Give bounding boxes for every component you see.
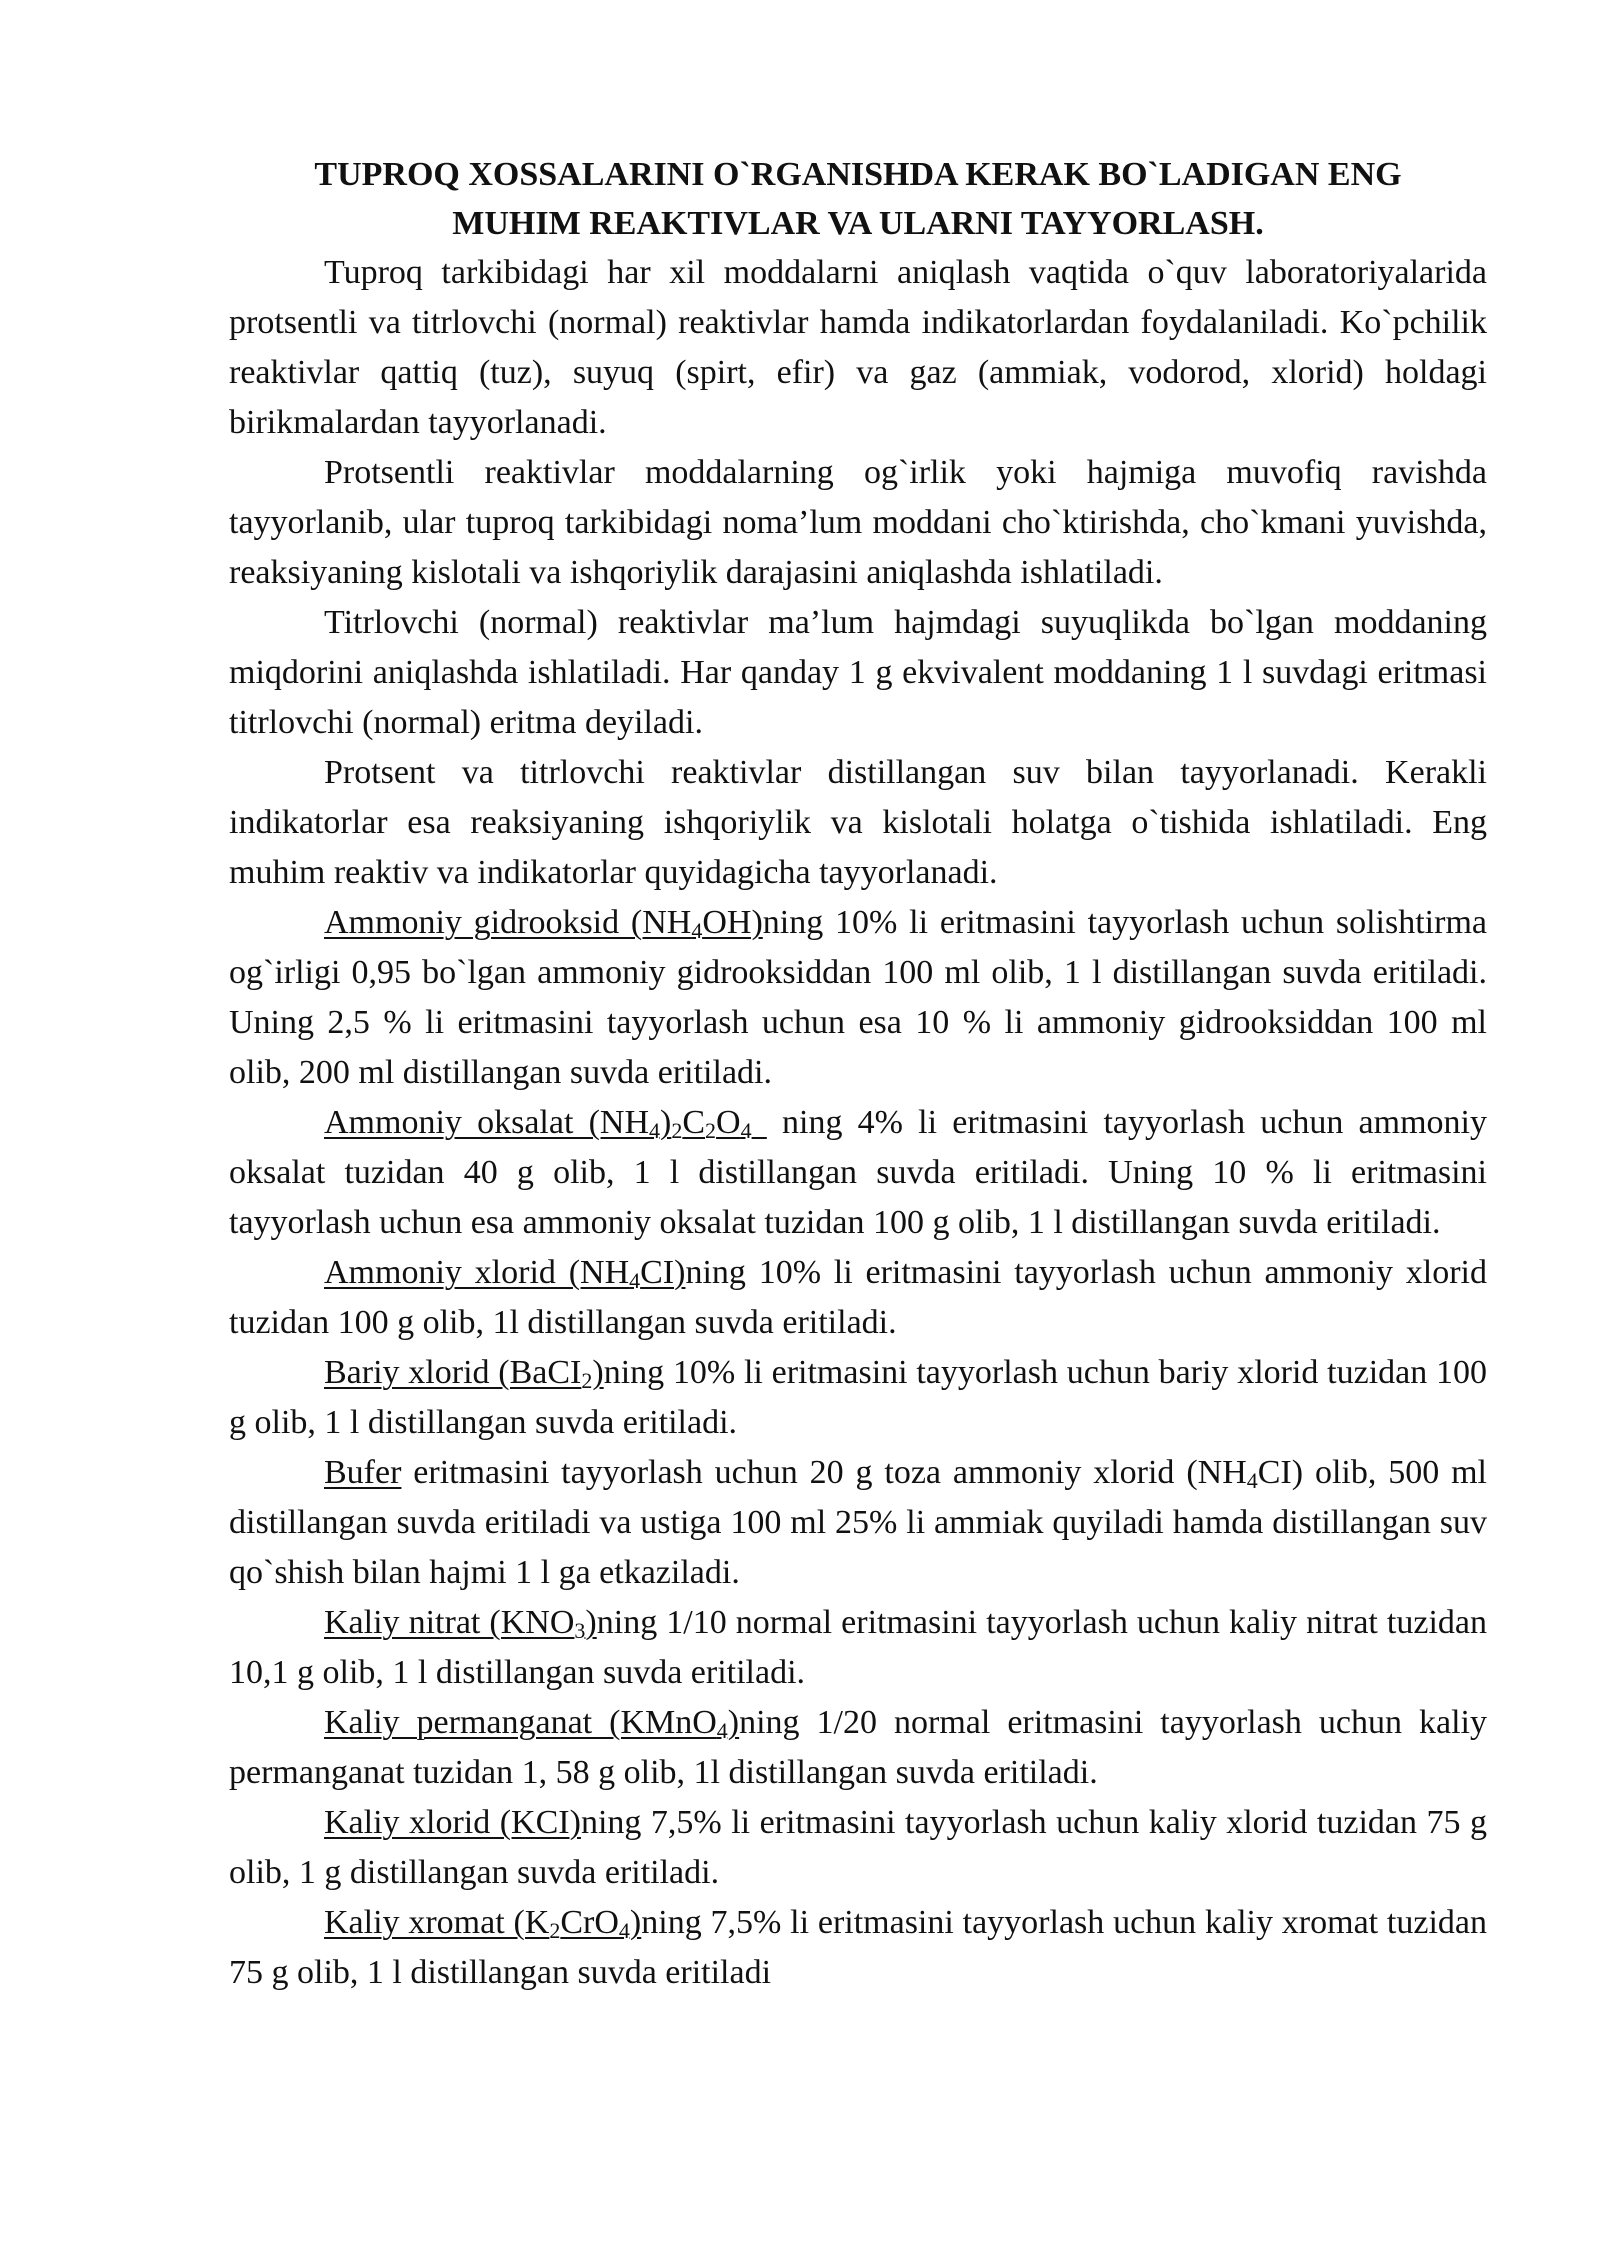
reagent-text: ning 10% li eritmasini tayyorlash uchun bariy xlorid tuzidan 100 g olib, 1 l distillangan suvda eritiladi. [229, 1354, 1487, 1441]
intro-paragraph-2: Protsentli reaktivlar moddalarning og`irlik yoki hajmiga muvofiq ravishda tayyorlanib, ular tuproq tarkibidagi noma’lum moddani cho`ktirishda, cho`kmani yuvishda, reaksiyaning kislotali va ishqoriylik darajasini aniqlashda ishlatiladi. [229, 454, 1487, 591]
document-title: TUPROQ XOSSALARINI O`RGANISHDA KERAK BO`LADIGAN ENG MUHIM REAKTIVLAR VA ULARNI TAYYORLASH. [314, 156, 1402, 242]
reagent-text: ning 1/20 normal eritmasini tayyorlash uchun kaliy permanganat tuzidan 1, 58 g olib, 1l distillangan suvda eritiladi. [229, 1704, 1487, 1791]
reagent-kaliy-xlorid [229, 1798, 1487, 1898]
reagent-kaliy-permanganat [229, 1698, 1487, 1798]
reagent-text: eritmasini tayyorlash uchun 20 g toza ammoniy xlorid $(NH_4CI)$ olib, 500 ml distillangan suvda eritiladi va ustiga 100 ml 25% li ammiak quyiladi hamda distillangan suv qo`shish bilan hajmi 1 l ga etkaziladi. [229, 1454, 1488, 1591]
reagent-text: ning 10% li eritmasini tayyorlash uchun solishtirma og`irligi 0,95 bo`lgan ammoniy gidrooksiddan 100 ml olib, 1 l distillangan suvda eritiladi. Uning 2,5 % li eritmasini tayyorlash uchun esa 10 % li ammoniy gidrooksiddan 100 ml olib, 200 ml distillangan suvda eritiladi. [229, 904, 1487, 1091]
reagent-ammoniy-gidrooksid [229, 898, 1487, 1098]
reagent-ammoniy-oksalat [229, 1098, 1487, 1248]
reagent-name: Ammoniy xlorid $(NH_4CI)$ [324, 1254, 686, 1293]
reagent-name: Bariy xlorid (BaCI$_2$) [324, 1354, 604, 1393]
reagent-name: Ammoniy oksalat $(NH_4)_2C_2O_4$ [324, 1104, 752, 1143]
reagent-text: ning 4% li eritmasini tayyorlash uchun ammoniy oksalat tuzidan 40 g olib, 1 l distillangan suvda eritiladi. Uning 10 % li eritmasini tayyorlash uchun esa ammoniy oksalat tuzidan 100 g olib, 1 l distillangan suvda eritiladi. [229, 1104, 1487, 1241]
reagent-kaliy-xromat [229, 1898, 1487, 1998]
reagent-ammoniy-xlorid [229, 1248, 1487, 1348]
intro-paragraph-3: Titrlovchi (normal) reaktivlar ma’lum hajmdagi suyuqlikda bo`lgan moddaning miqdorini aniqlashda ishlatiladi. Har qanday 1 g ekvivalent moddaning 1 l suvdagi eritmasi titrlovchi (normal) eritma deyiladi. [229, 604, 1487, 741]
reagent-text: ning 7,5% li eritmasini tayyorlash uchun kaliy xlorid tuzidan 75 g olib, 1 g distillangan suvda eritiladi. [229, 1804, 1487, 1891]
reagent-kaliy-nitrat [229, 1598, 1487, 1698]
document-page [229, 150, 1487, 1998]
reagent-bufer [229, 1448, 1487, 1598]
reagent-text: ning 1/10 normal eritmasini tayyorlash uchun kaliy nitrat tuzidan 10,1 g olib, 1 l distillangan suvda eritiladi. [229, 1604, 1487, 1691]
reagent-name: Bufer [324, 1454, 402, 1491]
reagent-name: Kaliy xromat $(K_2CrO_4)$ [324, 1904, 642, 1943]
reagent-bariy-xlorid [229, 1348, 1487, 1448]
reagent-text: ning 10% li eritmasini tayyorlash uchun ammoniy xlorid tuzidan 100 g olib, 1l distillangan suvda eritiladi. [229, 1254, 1487, 1341]
reagent-name: Kaliy nitrat $(KNO_3)$ [324, 1604, 597, 1643]
reagent-name: Kaliy permanganat (KMnO$_4$) [324, 1704, 740, 1743]
intro-paragraph-1: Tuproq tarkibidagi har xil moddalarni aniqlash vaqtida o`quv laboratoriyalarida protsentli va titrlovchi (normal) reaktivlar hamda indikatorlardan foydalaniladi. Ko`pchilik reaktivlar qattiq (tuz), suyuq (spirt, efir) va gaz (ammiak, vodorod, xlorid) holdagi birikmalardan tayyorlanadi. [229, 254, 1487, 441]
reagent-name: Ammoniy gidrooksid $(NH_4OH)$ [324, 904, 763, 943]
reagent-text: ning 7,5% li eritmasini tayyorlash uchun kaliy xromat tuzidan 75 g olib, 1 l distillangan suvda eritiladi [229, 1904, 1487, 1991]
reagent-name: Kaliy xlorid (KCI) [324, 1804, 581, 1841]
intro-paragraph-4: Protsent va titrlovchi reaktivlar distillangan suv bilan tayyorlanadi. Kerakli indikatorlar esa reaksiyaning ishqoriylik va kislotali holatga o`tishida ishlatiladi. Eng muhim reaktiv va indikatorlar quyidagicha tayyorlanadi. [229, 754, 1487, 891]
